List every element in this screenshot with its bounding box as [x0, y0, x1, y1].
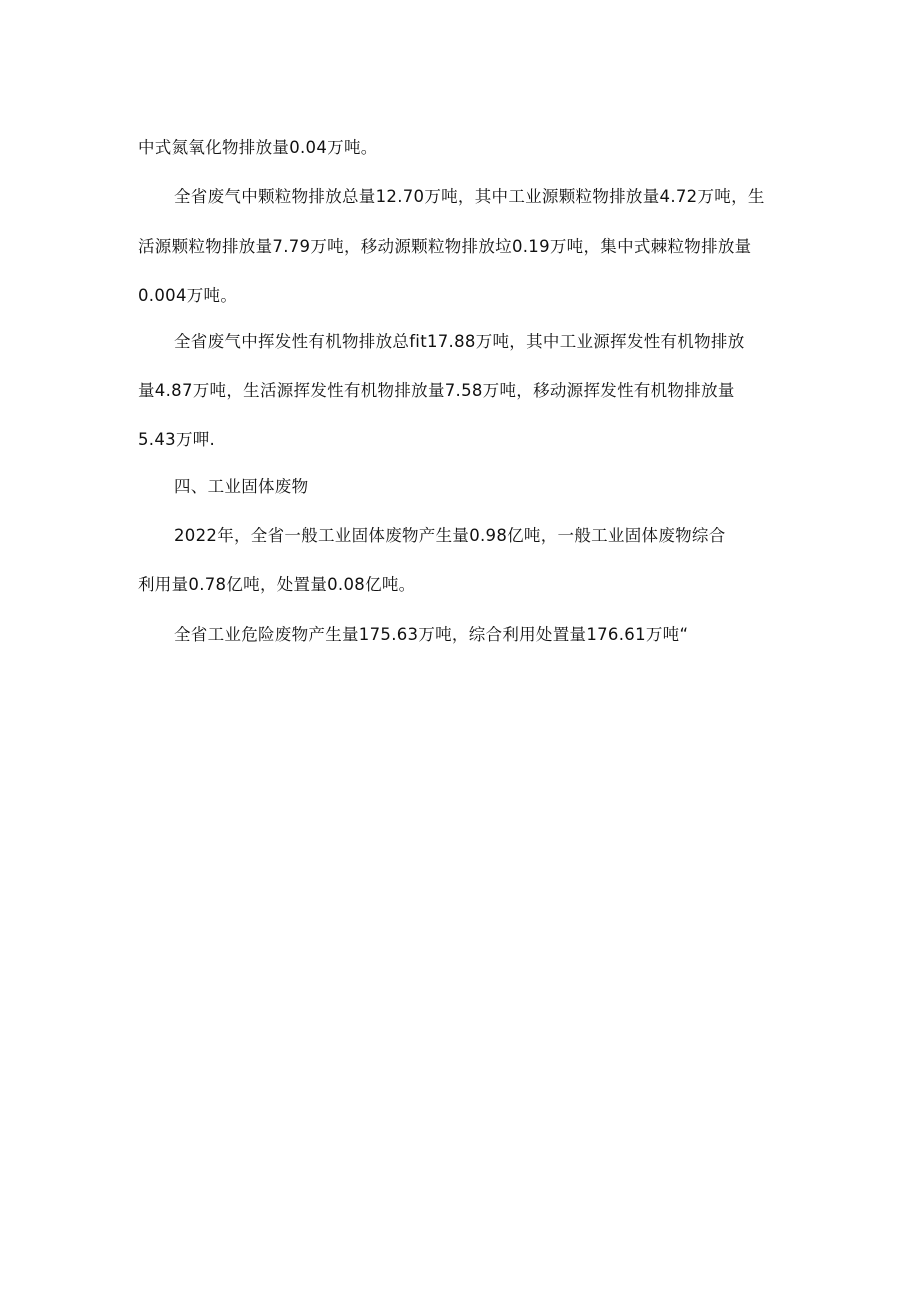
paragraph-line: 全省工业危险废物产生量175.63万吨，综合利用处置量176.61万吨“: [174, 625, 689, 644]
paragraph-line: 全省废气中颗粒物排放总量12.70万吨，其中工业源颗粒物排放量4.72万吨，生: [174, 187, 765, 206]
paragraph-line: 利用量0.78亿吨，处置量0.08亿吨。: [138, 575, 416, 594]
paragraph-line: 量4.87万吨，生活源挥发性有机物排放量7.58万吨，移动源挥发性有机物排放量: [138, 381, 735, 400]
paragraph-line: 中式氮氧化物排放量0.04万吨。: [138, 138, 378, 157]
paragraph-line: 0.004万吨。: [138, 286, 238, 305]
paragraph-line: 活源颗粒物排放量7.79万吨，移动源颗粒物排放垃0.19万吨，集中式棘粒物排放量: [138, 237, 752, 256]
paragraph-line: 5.43万呷.: [138, 430, 216, 449]
section-heading: 四、工业固体废物: [174, 477, 309, 496]
paragraph-line: 2022年，全省一般工业固体废物产生量0.98亿吨，一般工业固体废物综合: [174, 526, 726, 545]
paragraph-line: 全省废气中挥发性有机物排放总fit17.88万吨，其中工业源挥发性有机物排放: [174, 332, 745, 351]
